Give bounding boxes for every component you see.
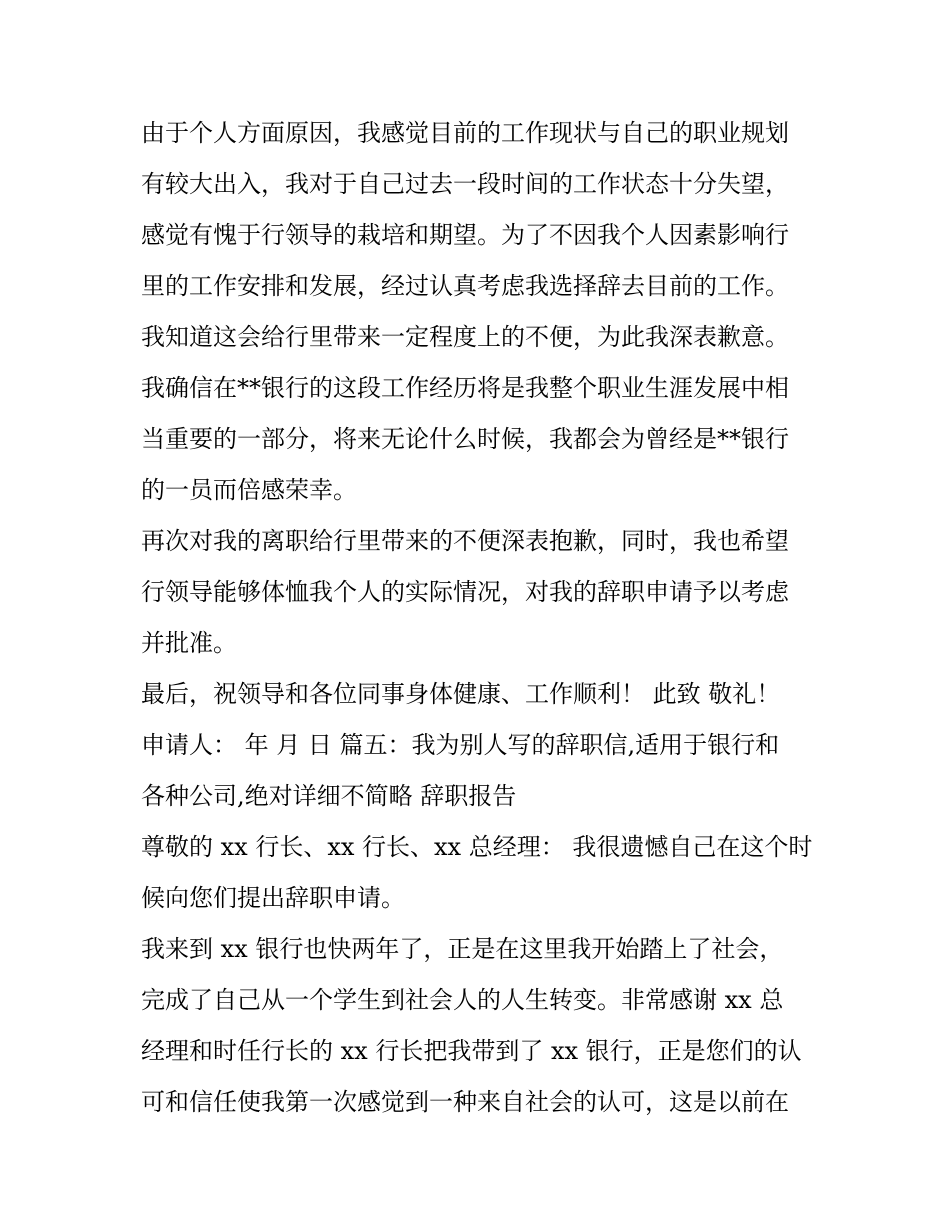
text-line: 尊敬的 xx 行长、xx 行长、xx 总经理： 我很遗憾自己在这个时 (141, 833, 813, 861)
text-line: 再次对我的离职给行里带来的不便深表抱歉，同时，我也希望 (141, 527, 789, 555)
text-line: 当重要的一部分，将来无论什么时候，我都会为曾经是**银行 (141, 425, 789, 453)
text-line: 的一员而倍感荣幸。 (141, 476, 357, 504)
text-line: 行领导能够体恤我个人的实际情况，对我的辞职申请予以考虑 (141, 578, 789, 606)
text-line: 各种公司,绝对详细不简略 辞职报告 (141, 782, 517, 810)
text-line: 我来到 xx 银行也快两年了，正是在这里我开始踏上了社会， (141, 935, 784, 963)
text-line: 我确信在**银行的这段工作经历将是我整个职业生涯发展中相 (141, 374, 789, 402)
text-line: 可和信任使我第一次感觉到一种来自社会的认可，这是以前在 (141, 1088, 789, 1116)
text-line: 候向您们提出辞职申请。 (141, 884, 405, 912)
text-line: 由于个人方面原因，我感觉目前的工作现状与自己的职业规划 (141, 119, 789, 147)
text-line: 感觉有愧于行领导的栽培和期望。为了不因我个人因素影响行 (141, 221, 789, 249)
text-line: 最后，祝领导和各位同事身体健康、工作顺利！ 此致 敬礼！ (141, 680, 781, 708)
text-line: 经理和时任行长的 xx 行长把我带到了 xx 银行，正是您们的认 (141, 1037, 802, 1065)
text-line: 并批准。 (141, 629, 237, 657)
text-line: 完成了自己从一个学生到社会人的人生转变。非常感谢 xx 总 (141, 986, 784, 1014)
text-line: 申请人： 年 月 日 篇五：我为别人写的辞职信,适用于银行和 (141, 731, 780, 759)
text-line: 我知道这会给行里带来一定程度上的不便，为此我深表歉意。 (141, 323, 789, 351)
text-line: 里的工作安排和发展，经过认真考虑我选择辞去目前的工作。 (141, 272, 789, 300)
text-line: 有较大出入，我对于自己过去一段时间的工作状态十分失望， (141, 170, 789, 198)
document-body (141, 108, 821, 1128)
